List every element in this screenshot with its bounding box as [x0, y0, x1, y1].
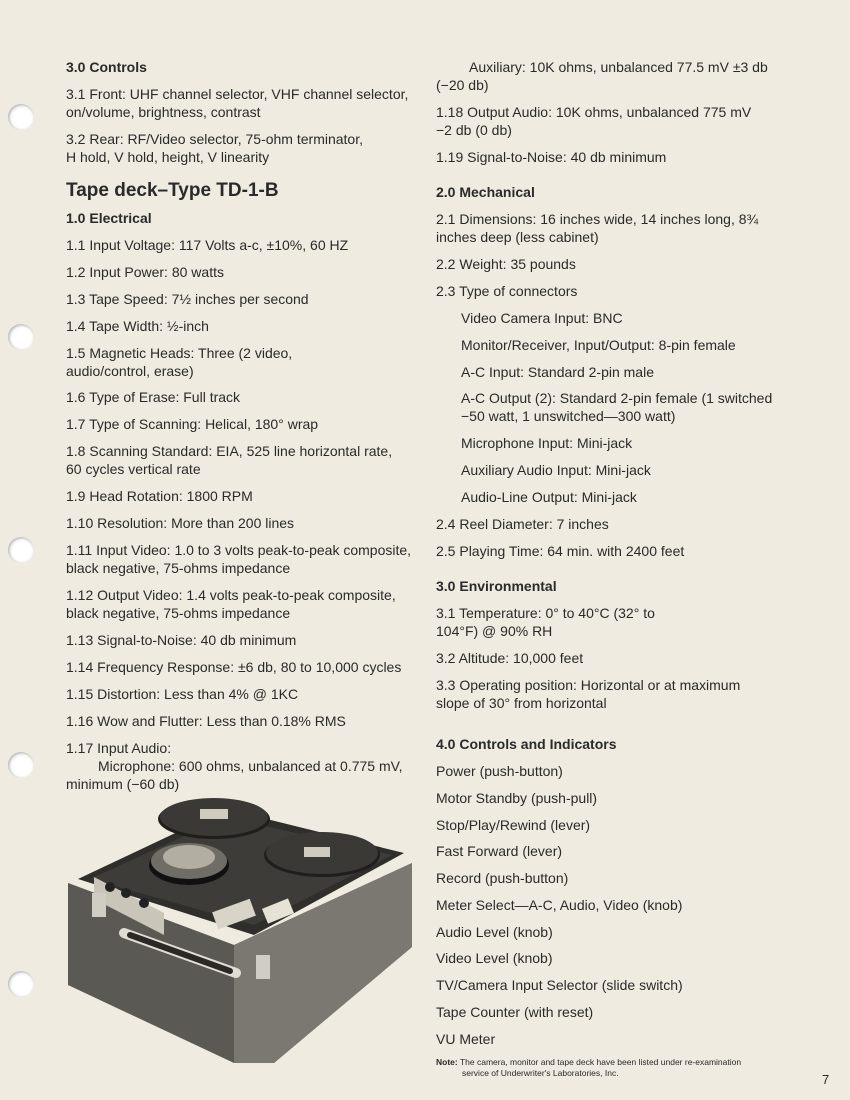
- spec-line: 1.18 Output Audio: 10K ohms, unbalanced 775 mV: [436, 104, 752, 120]
- spec-line: 1.4 Tape Width: ½-inch: [66, 318, 209, 334]
- spec-line: Auxiliary: 10K ohms, unbalanced 77.5 mV ±3 db: [469, 59, 768, 75]
- spec-line: audio/control, erase): [66, 363, 194, 379]
- control-item: Power (push-button): [436, 763, 563, 779]
- spec-line: 1.7 Type of Scanning: Helical, 180° wrap: [66, 416, 319, 432]
- spec-line: on/volume, brightness, contrast: [66, 104, 261, 120]
- spec-line: H hold, V hold, height, V linearity: [66, 149, 270, 165]
- spec-line: 2.3 Type of connectors: [436, 283, 578, 299]
- note-text: The camera, monitor and tape deck have been listed under re-examination: [459, 1057, 742, 1067]
- spec-line: 2.5 Playing Time: 64 min. with 2400 feet: [436, 543, 685, 559]
- spec-line: slope of 30° from horizontal: [436, 695, 607, 711]
- electrical-heading: 1.0 Electrical: [66, 210, 152, 226]
- control-item: Video Level (knob): [436, 950, 553, 966]
- control-item: Audio Level (knob): [436, 924, 553, 940]
- mechanical-heading: 2.0 Mechanical: [436, 184, 535, 200]
- spec-line: inches deep (less cabinet): [436, 229, 599, 245]
- binder-hole: [8, 537, 34, 563]
- control-item: Stop/Play/Rewind (lever): [436, 817, 591, 833]
- note-label: Note:: [436, 1057, 458, 1067]
- control-item: Motor Standby (push-pull): [436, 790, 598, 806]
- spec-line: 1.9 Head Rotation: 1800 RPM: [66, 488, 253, 504]
- spec-line: 1.6 Type of Erase: Full track: [66, 389, 241, 405]
- spec-line: 3.2 Rear: RF/Video selector, 75-ohm terminator,: [66, 131, 363, 147]
- spec-line: 1.1 Input Voltage: 117 Volts a-c, ±10%, 60 HZ: [66, 237, 349, 253]
- spec-line: 1.19 Signal-to-Noise: 40 db minimum: [436, 149, 667, 165]
- control-item: TV/Camera Input Selector (slide switch): [436, 977, 683, 993]
- spec-line: Microphone: 600 ohms, unbalanced at 0.775 mV,: [98, 758, 403, 774]
- controls-heading: 3.0 Controls: [66, 59, 147, 75]
- connector-item: Monitor/Receiver, Input/Output: 8-pin female: [461, 337, 736, 353]
- spec-line: (−20 db): [436, 77, 489, 93]
- spec-line: 1.5 Magnetic Heads: Three (2 video,: [66, 345, 293, 361]
- spec-line: 2.2 Weight: 35 pounds: [436, 256, 576, 272]
- spec-line: minimum (−60 db): [66, 776, 180, 792]
- spec-line: −2 db (0 db): [436, 122, 512, 138]
- control-item: VU Meter: [436, 1031, 496, 1047]
- connector-item: −50 watt, 1 unswitched—300 watt): [461, 408, 676, 424]
- spec-line: 1.8 Scanning Standard: EIA, 525 line horizontal rate,: [66, 443, 393, 459]
- control-item: Fast Forward (lever): [436, 843, 563, 859]
- spec-line: 2.4 Reel Diameter: 7 inches: [436, 516, 609, 532]
- footnote: [436, 1057, 741, 1068]
- spec-line: 3.1 Temperature: 0° to 40°C (32° to: [436, 605, 655, 621]
- spec-line: 1.2 Input Power: 80 watts: [66, 264, 224, 280]
- spec-line: 1.15 Distortion: Less than 4% @ 1KC: [66, 686, 299, 702]
- spec-line: 3.1 Front: UHF channel selector, VHF channel selector,: [66, 86, 409, 102]
- spec-line: 1.16 Wow and Flutter: Less than 0.18% RMS: [66, 713, 346, 729]
- control-item: Tape Counter (with reset): [436, 1004, 594, 1020]
- spec-line: 1.11 Input Video: 1.0 to 3 volts peak-to-peak composite,: [66, 542, 412, 558]
- spec-line: 1.14 Frequency Response: ±6 db, 80 to 10,000 cycles: [66, 659, 402, 675]
- binder-hole: [8, 752, 34, 778]
- control-item: Record (push-button): [436, 870, 569, 886]
- spec-line: 60 cycles vertical rate: [66, 461, 201, 477]
- connector-item: Video Camera Input: BNC: [461, 310, 623, 326]
- spec-line: black negative, 75-ohms impedance: [66, 560, 291, 576]
- connector-item: A-C Output (2): Standard 2-pin female (1 switched: [461, 390, 773, 406]
- tape-deck-photo: [64, 795, 414, 1065]
- spec-line: 1.17 Input Audio:: [66, 740, 172, 756]
- environmental-heading: 3.0 Environmental: [436, 578, 557, 594]
- binder-hole: [8, 971, 34, 997]
- footnote-line: service of Underwriter's Laboratories, Inc.: [462, 1068, 619, 1078]
- spec-line: 104°F) @ 90% RH: [436, 623, 553, 639]
- spec-line: 3.3 Operating position: Horizontal or at maximum: [436, 677, 741, 693]
- connector-item: Audio-Line Output: Mini-jack: [461, 489, 637, 505]
- binder-hole: [8, 324, 34, 350]
- spec-line: 1.3 Tape Speed: 7½ inches per second: [66, 291, 309, 307]
- spec-line: 1.10 Resolution: More than 200 lines: [66, 515, 295, 531]
- connector-item: Auxiliary Audio Input: Mini-jack: [461, 462, 651, 478]
- controls-indicators-heading: 4.0 Controls and Indicators: [436, 736, 617, 752]
- control-item: Meter Select—A-C, Audio, Video (knob): [436, 897, 683, 913]
- spec-line: black negative, 75-ohms impedance: [66, 605, 291, 621]
- section-title: Tape deck–Type TD-1-B: [66, 180, 279, 201]
- spec-line: 1.13 Signal-to-Noise: 40 db minimum: [66, 632, 297, 648]
- connector-item: Microphone Input: Mini-jack: [461, 435, 633, 451]
- spec-line: 3.2 Altitude: 10,000 feet: [436, 650, 584, 666]
- binder-hole: [8, 104, 34, 130]
- page-number: 7: [822, 1072, 830, 1087]
- spec-line: 2.1 Dimensions: 16 inches wide, 14 inches long, 8¾: [436, 211, 759, 227]
- spec-line: 1.12 Output Video: 1.4 volts peak-to-peak composite,: [66, 587, 396, 603]
- connector-item: A-C Input: Standard 2-pin male: [461, 364, 654, 380]
